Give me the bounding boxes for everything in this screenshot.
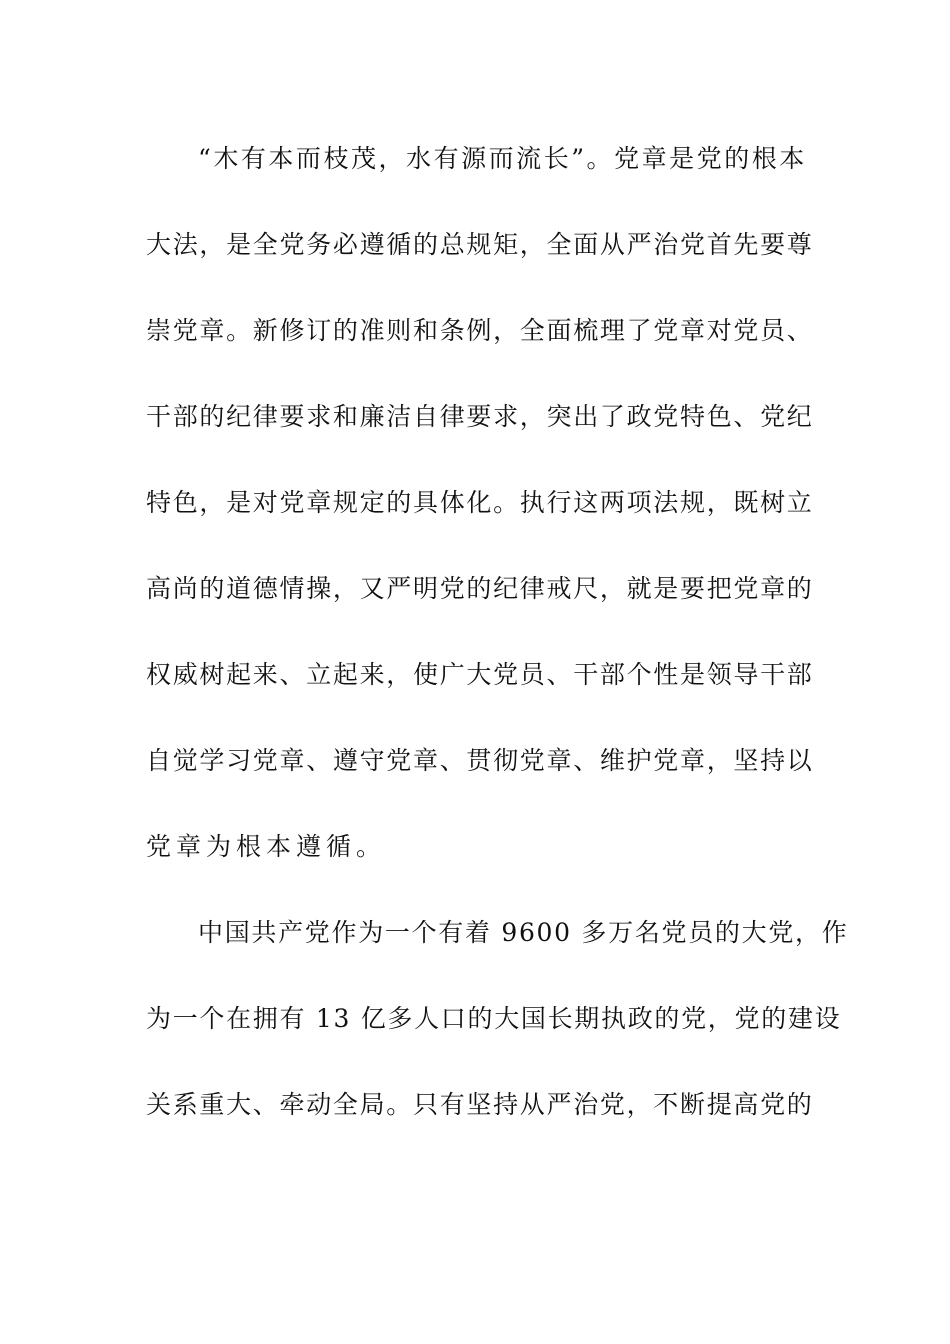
paragraph-1-line-6: 高尚的道德情操，又严明党的纪律戒尺，就是要把党章的	[146, 574, 814, 603]
paragraph-1-line-4: 干部的纪律要求和廉洁自律要求，突出了政党特色、党纪	[146, 402, 814, 431]
paragraph-1-line-8: 自觉学习党章、遵守党章、贯彻党章、维护党章，坚持以	[146, 746, 814, 775]
paragraph-1-line-9: 党章为根本遵循。	[146, 832, 387, 861]
paragraph-1-line-7: 权威树起来、立起来，使广大党员、干部个性是领导干部	[146, 660, 814, 689]
paragraph-1-line-1: “木有本而枝茂，水有源而流长”。党章是党的根本	[198, 144, 806, 173]
paragraph-1-line-3: 崇党章。新修订的准则和条例，全面梳理了党章对党员、	[146, 316, 814, 345]
paragraph-1-line-5: 特色，是对党章规定的具体化。执行这两项法规，既树立	[146, 488, 814, 517]
paragraph-2-line-2: 为一个在拥有 13 亿多人口的大国长期执政的党，党的建设	[146, 1004, 842, 1033]
paragraph-2-line-3: 关系重大、牵动全局。只有坚持从严治党，不断提高党的	[146, 1090, 814, 1119]
paragraph-1-line-2: 大法，是全党务必遵循的总规矩，全面从严治党首先要尊	[146, 230, 814, 259]
paragraph-2-line-1: 中国共产党作为一个有着 9600 多万名党员的大党，作	[198, 918, 849, 947]
